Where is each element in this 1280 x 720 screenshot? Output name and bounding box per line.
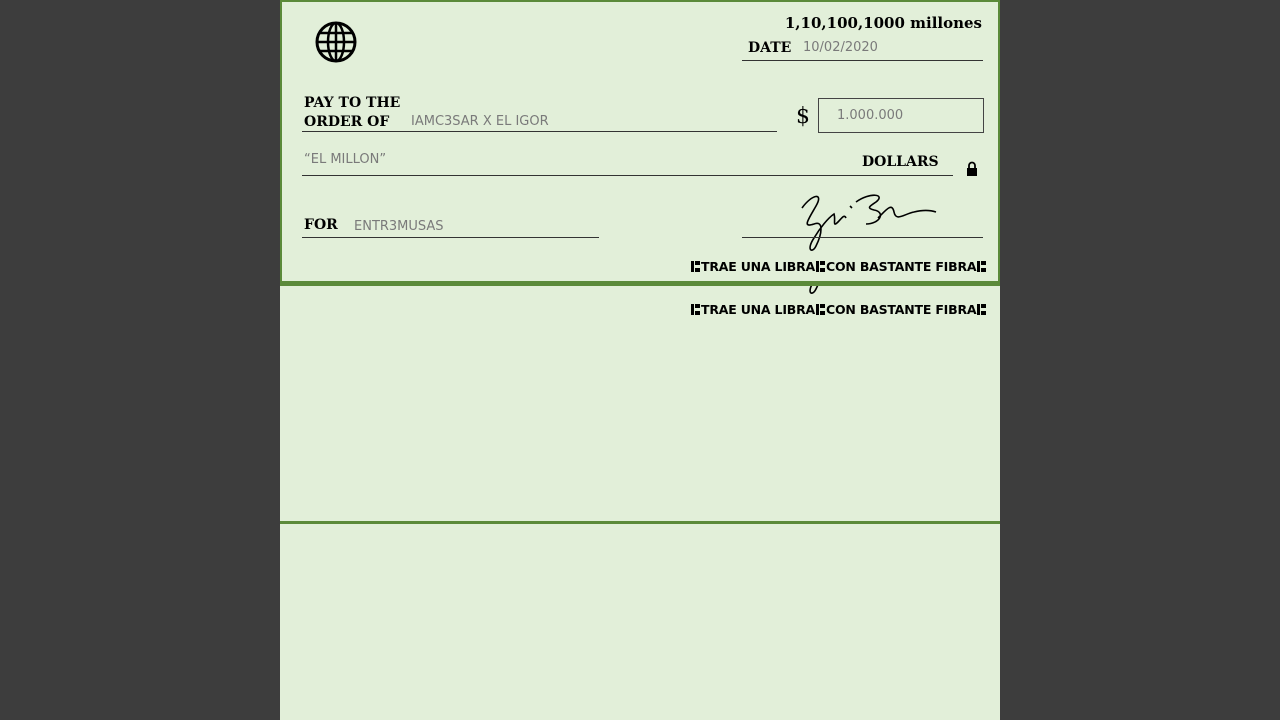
lock-icon bbox=[966, 161, 978, 176]
amount-title: 1,10,100,1000 millones bbox=[784, 14, 982, 32]
signature-line bbox=[742, 237, 983, 238]
payee-line bbox=[302, 131, 777, 132]
micr-symbol bbox=[977, 261, 986, 272]
micr-text-1: TRAE UNA LIBRA bbox=[701, 259, 815, 274]
memo-value: ENTR3MUSAS bbox=[354, 219, 444, 234]
check-1 bbox=[280, 0, 1000, 283]
payee-value: IAMC3SAR X EL IGOR bbox=[411, 114, 549, 129]
micr-text-1: TRAE UNA LIBRA bbox=[701, 302, 815, 317]
date-line bbox=[742, 60, 983, 61]
dollar-sign: $ bbox=[796, 104, 810, 129]
micr-line bbox=[690, 259, 987, 274]
amount-words: “EL MILLON” bbox=[304, 152, 387, 167]
signature bbox=[794, 283, 939, 299]
check-3 bbox=[280, 521, 1000, 720]
pay-label-line1: PAY TO THE bbox=[304, 95, 401, 111]
micr-symbol bbox=[691, 261, 700, 272]
amount-words-line bbox=[302, 175, 953, 176]
dollars-label: DOLLARS bbox=[862, 154, 939, 170]
date-value: 10/02/2020 bbox=[803, 40, 878, 55]
pay-to-label bbox=[304, 94, 400, 132]
date-label: DATE bbox=[748, 40, 792, 56]
micr-symbol bbox=[977, 304, 986, 315]
micr-symbol bbox=[816, 261, 825, 272]
amount-box: 1.000.000 bbox=[818, 98, 984, 133]
memo-line bbox=[302, 237, 599, 238]
micr-text-2: CON BASTANTE FIBRA bbox=[826, 259, 977, 274]
check-content bbox=[280, 283, 1000, 326]
globe-icon bbox=[314, 20, 358, 64]
micr-line bbox=[690, 302, 987, 317]
pay-label-line2: ORDER OF bbox=[304, 114, 390, 130]
micr-text-2: CON BASTANTE FIBRA bbox=[826, 302, 977, 317]
signature bbox=[794, 184, 939, 256]
for-label: FOR bbox=[304, 217, 338, 233]
micr-symbol bbox=[816, 304, 825, 315]
micr-symbol bbox=[691, 304, 700, 315]
check-2 bbox=[280, 283, 1000, 521]
check-content bbox=[280, 0, 1000, 283]
